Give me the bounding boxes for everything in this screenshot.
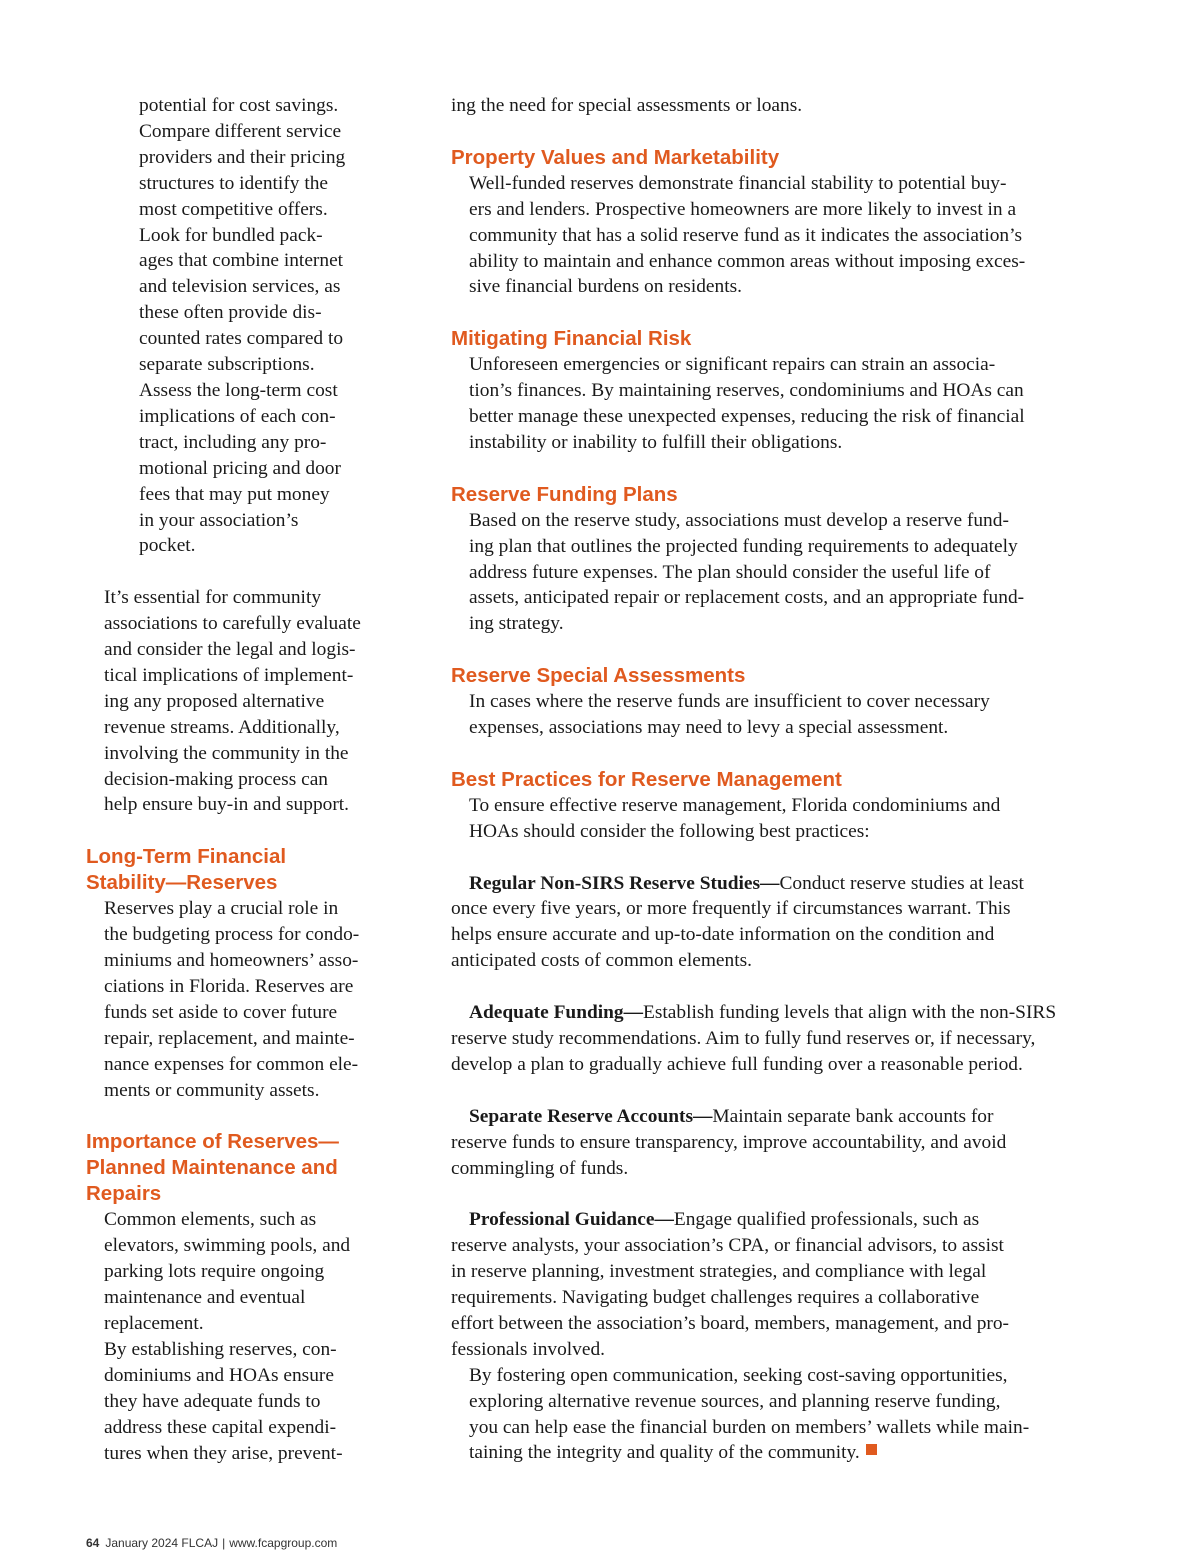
text-line: ing the need for special assessments or loans.	[451, 95, 803, 116]
text-line: structures to identify the	[139, 172, 329, 194]
text-line: decision-making process can	[104, 768, 328, 790]
text-line: involving the community in the	[104, 742, 349, 764]
text-line: potential for cost savings.	[139, 95, 339, 116]
text-line: replacement.	[104, 1313, 204, 1335]
text-line: requirements. Navigating budget challenges requires a collaborative	[451, 1287, 980, 1309]
text-line: ages that combine internet	[139, 250, 344, 272]
text-line: Planned Maintenance and	[86, 1156, 338, 1180]
text-line: tures when they arise, prevent-	[104, 1442, 343, 1464]
text-line: associations to carefully evaluate	[104, 613, 361, 635]
text-line: better manage these unexpected expenses, reducing the risk of financial	[469, 406, 1025, 428]
text-line: motional pricing and door	[139, 457, 341, 479]
text-line: effort between the association’s board, members, management, and pro-	[451, 1312, 1010, 1334]
text-line: nance expenses for common ele-	[104, 1053, 359, 1075]
reserves-role-paragraph	[86, 896, 386, 1103]
text-line: help ensure buy-in and support.	[104, 794, 350, 816]
text-line: ciations in Florida. Reserves are	[104, 975, 354, 997]
text-line: Unforeseen emergencies or significant repairs can strain an associa-	[469, 354, 996, 376]
right-column	[451, 93, 1116, 1466]
text-line: ments or community assets.	[104, 1079, 320, 1101]
text-line: ing plan that outlines the projected funding requirements to adequately	[469, 535, 1018, 557]
mitigating-risk-paragraph	[451, 352, 1116, 456]
text-line: Long-Term Financial	[86, 845, 287, 869]
text-line: revenue streams. Additionally,	[104, 716, 340, 738]
text-line: ers and lenders. Prospective homeowners are more likely to invest in a	[469, 198, 1017, 220]
text-line: Compare different service	[139, 120, 342, 142]
best-practice-label: Adequate Funding—	[469, 1002, 644, 1024]
text-line: these often provide dis-	[139, 302, 322, 324]
best-practice-studies: Regular Non-SIRS Reserve Studies—Conduct reserve studies at least once every five years, or more frequently if circumstances warrant. This helps ensure accurate and up-to-date information on the condition and anticipated costs of common elements.	[451, 871, 1116, 975]
text-line: most competitive offers.	[139, 198, 328, 220]
text-line: ing any proposed alternative	[104, 690, 325, 712]
property-values-paragraph	[451, 171, 1116, 301]
continued-paragraph-right	[451, 93, 1116, 119]
text-line: they have adequate funds to	[104, 1390, 321, 1412]
text-line: Based on the reserve study, associations must develop a reserve fund-	[469, 509, 1009, 531]
heading-special-assessments: Reserve Special Assessments	[451, 664, 746, 688]
text-line: implications of each con-	[139, 405, 336, 427]
text-line: and television services, as	[139, 276, 341, 298]
text-line: Stability—Reserves	[86, 871, 278, 895]
text-line: once every five years, or more frequently if circumstances warrant. This	[451, 898, 1011, 920]
text-line: Common elements, such as	[104, 1209, 317, 1231]
text-line: ability to maintain and enhance common areas without imposing exces-	[469, 250, 1026, 272]
text-line: fees that may put money	[139, 483, 330, 505]
page-number: 64	[86, 1536, 100, 1550]
heading-mitigating-risk: Mitigating Financial Risk	[451, 327, 692, 351]
text-line: elevators, swimming pools, and	[104, 1235, 351, 1257]
best-practice-funding: Adequate Funding—Establish funding levels that align with the non-SIRS reserve study recommendations. Aim to fully fund reserves or, if necessary, develop a plan to gradually achieve full funding over a reasonable period.	[451, 1000, 1116, 1078]
text-line: counted rates compared to	[139, 328, 344, 350]
text-line: providers and their pricing	[139, 146, 346, 168]
text-line: ing strategy.	[469, 613, 564, 635]
text-line: assets, anticipated repair or replacement costs, and an appropriate fund-	[469, 587, 1025, 609]
text-line: Reserves play a crucial role in	[104, 898, 339, 920]
text-line: In cases where the reserve funds are insufficient to cover necessary	[469, 691, 990, 713]
text-line: address these capital expendi-	[104, 1416, 337, 1438]
text-line: you can help ease the financial burden on members’ wallets while main-	[469, 1416, 1030, 1438]
heading-best-practices: Best Practices for Reserve Management	[451, 767, 842, 791]
heading-importance-of-reserves	[86, 1129, 386, 1207]
text-line: Assess the long-term cost	[139, 379, 338, 401]
text-line: Look for bundled pack-	[139, 224, 323, 246]
continued-paragraph	[139, 93, 386, 559]
text-line: reserve funds to ensure transparency, improve accountability, and avoid	[451, 1131, 1007, 1153]
text-line: address future expenses. The plan should consider the useful life of	[469, 561, 991, 583]
text-line: By fostering open communication, seeking cost-saving opportunities,	[469, 1364, 1008, 1386]
text-line: tract, including any pro-	[139, 431, 327, 453]
text-line: tical implications of implement-	[104, 664, 354, 686]
text-line: Well-funded reserves demonstrate financial stability to potential buy-	[469, 172, 1007, 194]
closing-paragraph	[451, 1363, 1116, 1467]
heading-long-term-stability	[86, 844, 386, 896]
heading-funding-plans: Reserve Funding Plans	[451, 482, 678, 506]
text-line: maintenance and eventual	[104, 1287, 306, 1309]
left-column	[86, 93, 386, 1466]
heading-property-values: Property Values and Marketability	[451, 145, 780, 169]
special-assessments-paragraph	[451, 689, 1116, 741]
alternative-revenue-paragraph	[86, 585, 386, 818]
text-line: and consider the legal and logis-	[104, 639, 356, 661]
text-line: funds set aside to cover future	[104, 1001, 338, 1023]
text-line: dominiums and HOAs ensure	[104, 1364, 334, 1386]
best-practices-intro	[451, 793, 1116, 845]
text-line: HOAs should consider the following best practices:	[469, 820, 870, 842]
issue-label: January 2024 FLCAJ	[105, 1536, 219, 1550]
footer-separator: |	[222, 1536, 226, 1550]
best-practice-accounts: Separate Reserve Accounts—Maintain separate bank accounts for reserve funds to ensure transparency, improve accountability, and avoid commingling of funds.	[451, 1104, 1116, 1182]
common-elements-paragraph	[86, 1207, 386, 1337]
text-line: in reserve planning, investment strategies, and compliance with legal	[451, 1261, 987, 1283]
text-line: exploring alternative revenue sources, and planning reserve funding,	[469, 1390, 1001, 1412]
text-line: To ensure effective reserve management, Florida condominiums and	[469, 794, 1001, 816]
page-footer	[86, 1536, 337, 1550]
text-line: community that has a solid reserve fund as it indicates the association’s	[469, 224, 1023, 246]
text-line: expenses, associations may need to levy a special assessment.	[469, 717, 949, 739]
text-line: the budgeting process for condo-	[104, 924, 360, 946]
establishing-reserves-paragraph	[86, 1337, 386, 1467]
text-line: helps ensure accurate and up-to-date information on the condition and	[451, 924, 995, 946]
text-line: commingling of funds.	[451, 1157, 629, 1179]
text-line: sive financial burdens on residents.	[469, 276, 743, 298]
text-line: reserve study recommendations. Aim to fully fund reserves or, if necessary,	[451, 1027, 1036, 1049]
text-line: miniums and homeowners’ asso-	[104, 950, 359, 972]
text-line: instability or inability to fulfill their obligations.	[469, 431, 843, 453]
best-practice-label: Regular Non-SIRS Reserve Studies—	[469, 872, 780, 894]
text-line: anticipated costs of common elements.	[451, 950, 753, 972]
text-line: Importance of Reserves—	[86, 1130, 339, 1154]
text-line: By establishing reserves, con-	[104, 1338, 337, 1360]
text-line: in your association’s	[139, 509, 299, 531]
text-line: reserve analysts, your association’s CPA, or financial advisors, to assist	[451, 1235, 1004, 1257]
text-line: taining the integrity and quality of the community.	[451, 1440, 1116, 1466]
text-line: It’s essential for community	[104, 587, 322, 609]
text-line: develop a plan to gradually achieve full funding over a reasonable period.	[451, 1053, 1023, 1075]
text-line: tion’s finances. By maintaining reserves, condominiums and HOAs can	[469, 380, 1024, 402]
best-practice-guidance: Professional Guidance—Engage qualified professionals, such as reserve analysts, your association’s CPA, or financial advisors, to assist in reserve planning, investment strategies, and compliance with legal requirements. Navigating budget challenges requires a collaborative effort between the association’s board, members, management, and pro- fessionals involved.	[451, 1207, 1116, 1362]
funding-plans-paragraph	[451, 508, 1116, 638]
text-line: separate subscriptions.	[139, 354, 315, 376]
text-line: pocket.	[139, 535, 196, 557]
text-line: fessionals involved.	[451, 1338, 606, 1360]
website-link[interactable]: www.fcapgroup.com	[229, 1536, 338, 1550]
text-line: repair, replacement, and mainte-	[104, 1027, 355, 1049]
best-practice-label: Separate Reserve Accounts—	[469, 1105, 713, 1127]
best-practice-label: Professional Guidance—	[469, 1209, 674, 1231]
end-of-article-mark	[866, 1444, 877, 1455]
text-line: Repairs	[86, 1182, 162, 1206]
text-line: parking lots require ongoing	[104, 1261, 325, 1283]
